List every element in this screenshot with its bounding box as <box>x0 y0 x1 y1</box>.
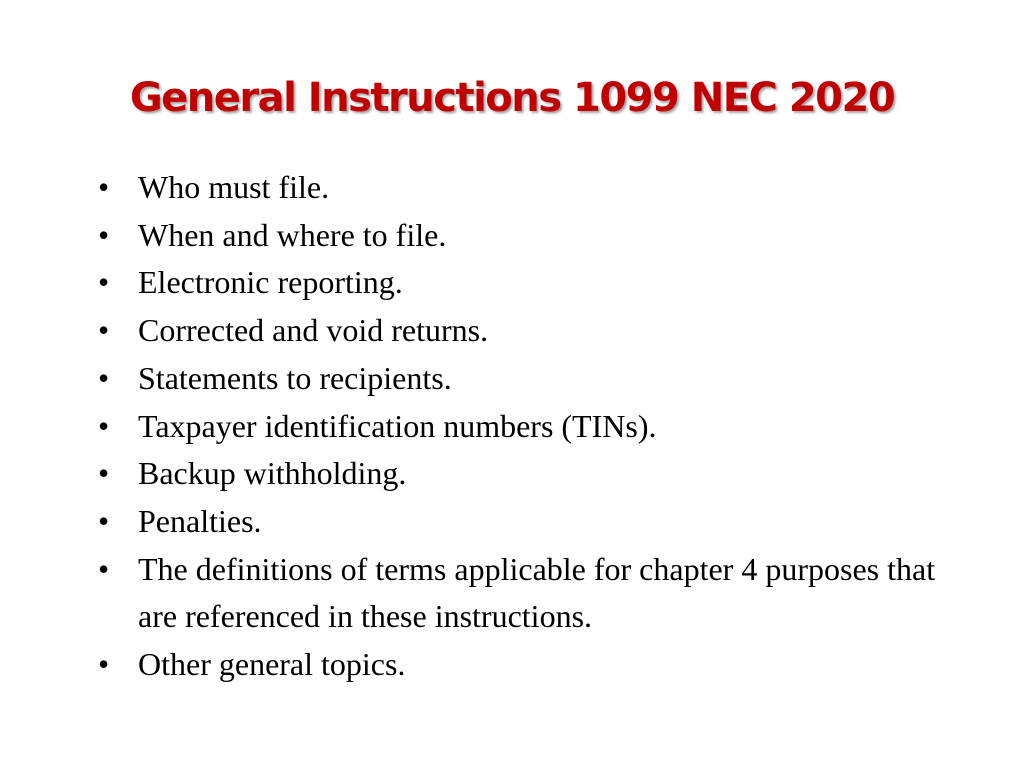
bullet-icon: • <box>98 646 110 683</box>
bullet-icon: • <box>98 264 110 301</box>
list-item-text: Electronic reporting. <box>138 264 403 301</box>
bullet-list <box>98 164 948 689</box>
list-item-text: Who must file. <box>138 169 330 205</box>
list-item <box>98 355 948 403</box>
list-item-text: Taxpayer identification numbers (TINs). <box>138 407 657 444</box>
list-item <box>98 164 948 212</box>
list-item-text: Other general topics. <box>138 646 406 683</box>
list-item <box>98 498 948 546</box>
list-item <box>98 307 948 355</box>
list-item <box>98 212 948 260</box>
list-item-text: The definitions of terms applicable for chapter 4 purposes that are referenced in these instructions. <box>138 550 936 635</box>
slide-title: General Instructions 1099 NEC 2020 <box>129 75 895 121</box>
bullet-icon: • <box>98 407 110 444</box>
list-item <box>98 641 948 689</box>
list-item <box>98 450 948 498</box>
list-item-text: Penalties. <box>138 502 262 539</box>
list-item <box>98 546 948 641</box>
list-item-text: Backup withholding. <box>138 455 407 492</box>
bullet-icon: • <box>98 216 110 253</box>
list-item-text: Corrected and void returns. <box>138 312 489 349</box>
list-item <box>98 403 948 451</box>
bullet-icon: • <box>98 312 110 349</box>
list-item-text: When and where to file. <box>138 216 447 253</box>
bullet-icon: • <box>98 169 110 205</box>
bullet-icon: • <box>98 359 110 396</box>
bullet-icon: • <box>98 455 110 492</box>
bullet-icon: • <box>98 502 110 539</box>
bullet-icon: • <box>98 550 110 587</box>
list-item-text: Statements to recipients. <box>138 359 452 396</box>
list-item <box>98 259 948 307</box>
